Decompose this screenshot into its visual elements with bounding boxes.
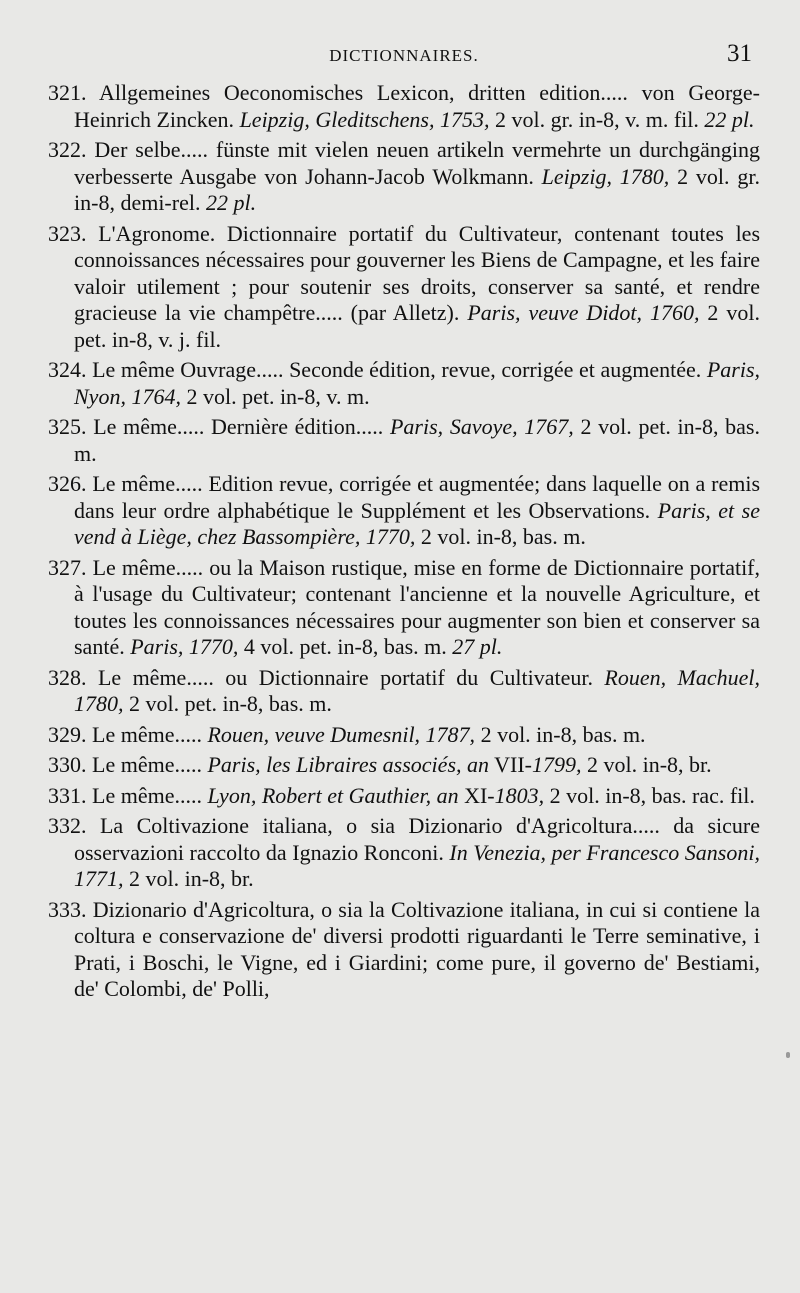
entry-imprint: 1803, bbox=[494, 782, 545, 808]
entry-number: 323. bbox=[48, 220, 87, 246]
entry-imprint: Paris, veuve Didot, 1760, bbox=[467, 300, 700, 325]
entry-imprint: Paris, 1770, bbox=[130, 634, 239, 659]
entry-number: 325. bbox=[48, 414, 87, 439]
entry-text: Le même..... ou la Maison rustique, mise en forme de Dictionnaire portatif, à l'usage du Cultivateur; contenant l'ancienne et la nouvelle Agriculture, et toutes les connoissances nécessaires pour augmenter son bien et conserver sa santé. bbox=[74, 554, 761, 659]
entry-text: Le même..... ou Dictionnaire portatif du Cultivateur. bbox=[97, 664, 605, 690]
catalog-entry bbox=[48, 221, 760, 354]
entry-text: VII- bbox=[489, 752, 532, 777]
page-number: 31 bbox=[727, 40, 752, 67]
entry-text: 2 vol. in-8, br. bbox=[581, 752, 712, 777]
entry-imprint: Paris, et se vend à Liège, chez Bassompière, 1770, bbox=[74, 497, 760, 549]
entry-number: 332. bbox=[48, 813, 87, 838]
entry-text: La Coltivazione italiana, o sia Dizionario d'Agricoltura..... da sicure osservazioni raccolto da Ignazio Ronconi. bbox=[74, 813, 761, 865]
entry-text: 4 vol. pet. in-8, bas. m. bbox=[238, 634, 453, 659]
entry-imprint: Paris, les Libraires associés, an bbox=[207, 752, 489, 777]
entry-text: Der selbe..... fünste mit vielen neuen artikeln vermehrte un durchgänging verbesserte Ausgabe von Johann-Jacob Wolkmann. bbox=[74, 137, 761, 189]
entry-imprint: 27 pl. bbox=[452, 634, 503, 659]
entry-text: L'Agronome. Dictionnaire portatif du Cultivateur, contenant toutes les connoissances nécessaires pour gouverner les Biens de Campagne, et les faire valoir utilement ; pour soutenir ses droits, conserver sa santé, et rendre gracieuse la vie champêtre..... (par Alletz). bbox=[74, 220, 761, 325]
entry-text: 2 vol. in-8, bas. m. bbox=[415, 524, 586, 549]
entry-text: 2 vol. in-8, br. bbox=[123, 866, 254, 891]
entry-imprint: Lyon, Robert et Gauthier, an bbox=[207, 782, 459, 808]
entry-number: 330. bbox=[48, 752, 87, 777]
catalog-entry bbox=[48, 813, 760, 893]
catalog-entry bbox=[48, 357, 760, 410]
page-header bbox=[48, 38, 760, 78]
entry-number: 327. bbox=[48, 554, 87, 580]
catalog-entry bbox=[48, 665, 760, 718]
entry-number: 326. bbox=[48, 471, 87, 496]
paper-speck bbox=[786, 1052, 790, 1058]
entry-number: 324. bbox=[48, 357, 87, 382]
entry-imprint: Paris, Nyon, 1764, bbox=[74, 357, 761, 409]
catalog-entry bbox=[48, 414, 760, 467]
entry-text: Le même..... bbox=[92, 721, 208, 747]
catalog-entry bbox=[48, 722, 760, 749]
entry-number: 322. bbox=[48, 137, 87, 162]
entry-number: 329. bbox=[48, 721, 87, 747]
entry-text: 2 vol. pet. in-8, bas. m. bbox=[74, 414, 760, 466]
entry-number: 328. bbox=[48, 664, 87, 690]
catalog-entry bbox=[48, 555, 760, 661]
entry-imprint: Paris, Savoye, 1767, bbox=[389, 414, 574, 439]
entry-text: 2 vol. gr. in-8, v. m. fil. bbox=[489, 106, 705, 132]
entry-text: 2 vol. gr. in-8, demi-rel. bbox=[74, 163, 760, 215]
entry-text: 2 vol. pet. in-8, v. j. fil. bbox=[74, 300, 760, 352]
catalog-entry bbox=[48, 137, 760, 217]
entry-text: 2 vol. in-8, bas. m. bbox=[475, 721, 646, 747]
entry-number: 333. bbox=[48, 896, 87, 922]
catalog-entry bbox=[48, 752, 760, 779]
catalog-entry bbox=[48, 897, 760, 1003]
entry-text: Allgemeines Oeconomisches Lexicon, dritten edition..... von George-Heinrich Zincken. bbox=[74, 80, 760, 132]
catalog-entry bbox=[48, 783, 760, 810]
entry-imprint: Rouen, veuve Dumesnil, 1787, bbox=[207, 721, 476, 747]
entry-imprint: In Venezia, per Francesco Sansoni, 1771, bbox=[74, 839, 760, 891]
entry-text: Dizionario d'Agricoltura, o sia la Coltivazione italiana, in cui si contiene la coltura e conservazione de' diversi prodotti riguardanti le Terre seminative, i Prati, i Boschi, le Vigne, ed i Giardini; come pure, il governo de' Bestiami, de' Colombi, de' Polli, bbox=[74, 896, 761, 1001]
entry-imprint: 1799, bbox=[531, 752, 582, 777]
entry-number: 331. bbox=[48, 782, 87, 808]
catalog-entry bbox=[48, 471, 760, 551]
entry-imprint: Leipzig, 1780, bbox=[541, 163, 670, 189]
entry-text: Le même..... bbox=[92, 752, 208, 777]
entry-number: 321. bbox=[48, 80, 87, 105]
entry-text: Le même..... bbox=[92, 782, 208, 808]
catalog-entries bbox=[48, 80, 760, 1003]
catalog-entry bbox=[48, 80, 760, 133]
entry-imprint: Leipzig, Gleditschens, 1753, bbox=[239, 106, 490, 132]
running-head: DICTIONNAIRES. bbox=[329, 46, 479, 65]
entry-text: Le même Ouvrage..... Seconde édition, revue, corrigée et augmentée. bbox=[92, 357, 707, 382]
entry-imprint: Rouen, Machuel, 1780, bbox=[74, 664, 761, 716]
entry-text: 2 vol. pet. in-8, bas. m. bbox=[123, 691, 332, 716]
entry-text: XI- bbox=[458, 782, 495, 808]
entry-text: Le même..... Edition revue, corrigée et augmentée; dans laquelle on a remis dans leur ordre alphabétique le Supplément et les Observations. bbox=[74, 471, 760, 523]
entry-imprint: 22 pl. bbox=[704, 106, 755, 132]
entry-text: Le même..... Dernière édition..... bbox=[93, 414, 390, 439]
entry-text: 2 vol. in-8, bas. rac. fil. bbox=[544, 782, 755, 808]
entry-text: 2 vol. pet. in-8, v. m. bbox=[180, 383, 370, 409]
entry-imprint: 22 pl. bbox=[205, 190, 257, 215]
